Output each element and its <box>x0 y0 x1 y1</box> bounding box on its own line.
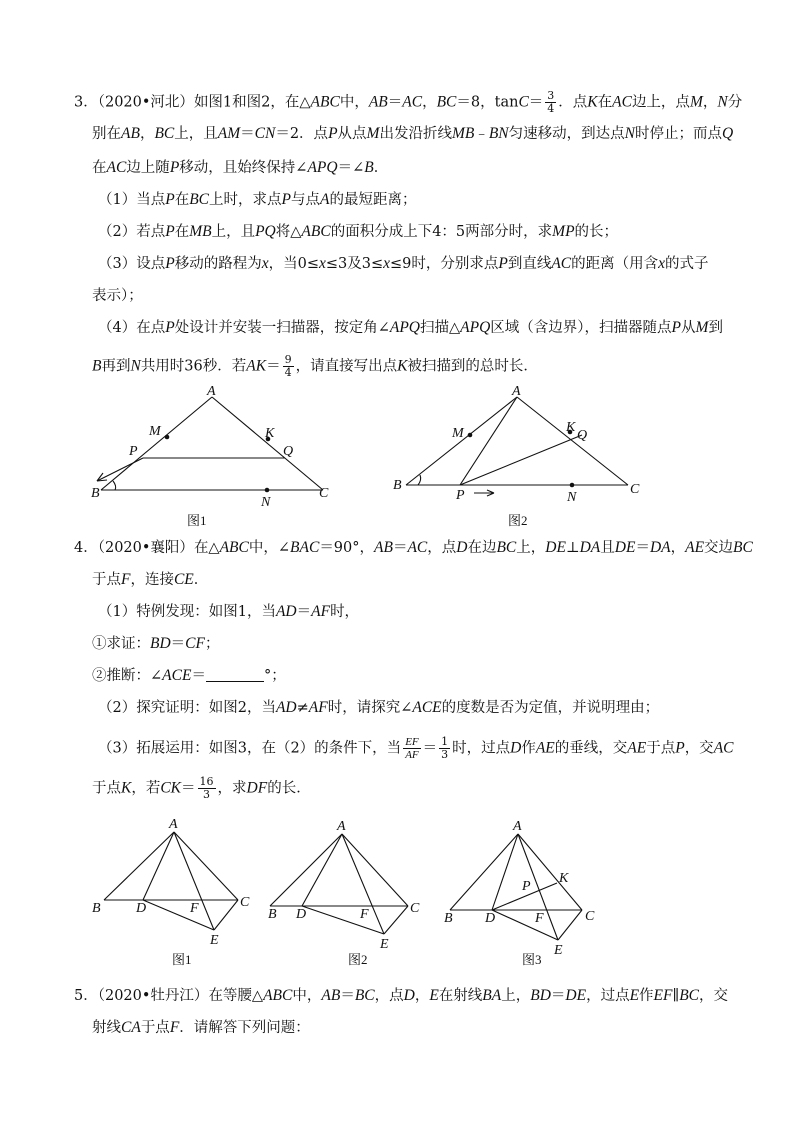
q4f1-caption: 图1 <box>172 952 192 967</box>
q4f1-label-b: B <box>92 901 101 916</box>
q3-part-3: （3）设点P移动的路程为x，当0≤x≤3及3≤x≤9时，分别求点P到直线AC的距离（用含x的式子 <box>98 255 709 272</box>
q4f1-label-d: D <box>136 901 147 916</box>
q4-part-3: （3）拓展运用：如图3，在（2）的条件下，当 $\frac{EF}{AF}$ ＝ $\frac{1}{3}$ 时，过点D作AE的垂线，交AE于点P，交AC <box>98 735 734 761</box>
fig1-label-m: M <box>149 424 161 439</box>
q3-part-4-cont: B再到N共用时36秒．若AK＝ $\frac{9}{4}$ ，请直接写出点K被扫描到的总时长． <box>92 353 538 379</box>
q3-line-3: 在AC边上随P移动，且始终保持∠APQ＝∠B． <box>92 159 389 176</box>
q4f2-label-a: A <box>337 819 346 834</box>
fig2-label-a: A <box>512 384 521 399</box>
fig2-label-p: P <box>456 488 465 503</box>
q4-part-3-cont: 于点K，若CK＝ $\frac{16}{3}$ ，求DF的长． <box>92 775 311 801</box>
q4-figure-2 <box>262 812 442 972</box>
q4f3-label-b: B <box>444 911 453 926</box>
q3-part-2: （2）若点P在MB上，且PQ将△ABC的面积分成上下4：5两部分时，求MP的长； <box>98 223 619 240</box>
q4f3-caption: 图3 <box>522 952 542 967</box>
q4f1-label-f: F <box>190 901 199 916</box>
q4f2-label-b: B <box>268 907 277 922</box>
fig1-label-k: K <box>265 426 275 441</box>
fig2-label-b: B <box>393 478 402 493</box>
fraction-16-3: $\frac{16}{3}$ <box>199 775 214 801</box>
q4f3-label-f: F <box>535 911 544 926</box>
answer-blank[interactable] <box>206 667 264 682</box>
q4-part-1: （1）特例发现：如图1，当AD＝AF时， <box>98 603 360 620</box>
fig1-label-n: N <box>261 495 271 510</box>
fraction-3-4: $\frac{3}{4}$ <box>547 89 555 115</box>
q3-figure-1 <box>85 385 345 530</box>
q4f3-label-d: D <box>485 911 496 926</box>
fig2-label-q: Q <box>577 428 588 443</box>
q4f1-label-a: A <box>169 817 178 832</box>
q4f2-label-e: E <box>380 937 389 952</box>
q3-line-2: 别在AB，BC上，且AM＝CN＝2．点P从点M出发沿折线MB﹣BN匀速移动，到达点N时停止；而点Q <box>92 125 734 142</box>
fig1-label-a: A <box>207 384 216 399</box>
fig2-label-n: N <box>567 490 577 505</box>
q3-part-3-cont: 表示）； <box>92 288 143 304</box>
fig2-label-k: K <box>566 420 576 435</box>
fraction-1-3: $\frac{1}{3}$ <box>441 735 449 761</box>
q3-part-4: （4）在点P处设计并安装一扫描器，按定角∠APQ扫描△APQ区域（含边界），扫描器随点P从M到 <box>98 319 723 336</box>
q4-figure-3 <box>440 812 620 972</box>
q3-line-1: 3．（2020•河北）如图1和图2，在△ABC中，AB＝AC，BC＝8，tanC＝ $\frac{3}{4}$ ．点K在AC边上，点M，N分 <box>74 89 743 115</box>
fig2-label-c: C <box>630 482 640 497</box>
q3-part-1: （1）当点P在BC上时，求点P与点A的最短距离； <box>98 191 417 208</box>
q4-line-1: 4．（2020•襄阳）在△ABC中，∠BAC＝90°，AB＝AC，点D在边BC上，DE⊥DA且DE＝DA，AE交边BC <box>74 539 753 556</box>
q4f2-label-d: D <box>296 907 307 922</box>
q4f2-caption: 图2 <box>348 952 368 967</box>
q4f3-label-a: A <box>513 819 522 834</box>
q4-sub-1: ①求证：BD＝CF； <box>92 635 220 652</box>
fig1-label-q: Q <box>283 444 294 459</box>
q3-figure-2 <box>390 385 650 530</box>
q4f3-label-k: K <box>559 871 569 886</box>
q4f2-label-f: F <box>360 907 369 922</box>
q4-line-2: 于点F，连接CE． <box>92 571 209 588</box>
q4f1-label-e: E <box>210 933 219 948</box>
q4-part-2: （2）探究证明：如图2，当AD≠AF时，请探究∠ACE的度数是否为定值，并说明理由； <box>98 699 660 716</box>
fraction-9-4: $\frac{9}{4}$ <box>284 353 292 379</box>
q4f3-label-c: C <box>585 909 595 924</box>
q4-figure-1 <box>88 812 268 972</box>
q4f1-label-c: C <box>240 895 250 910</box>
fig2-label-m: M <box>452 426 464 441</box>
fig2-caption: 图2 <box>508 513 528 528</box>
fig1-label-p: P <box>129 444 138 459</box>
q4-sub-2: ②推断：∠ACE＝ °； <box>92 667 286 684</box>
fig1-label-b: B <box>91 486 100 501</box>
fig1-label-c: C <box>319 486 329 501</box>
fig1-caption: 图1 <box>187 513 207 528</box>
q5-line-2: 射线CA于点F．请解答下列问题： <box>92 1019 310 1036</box>
q4f3-label-p: P <box>522 879 531 894</box>
q5-line-1: 5．（2020•牡丹江）在等腰△ABC中，AB＝BC，点D，E在射线BA上，BD＝DE，过点E作EF∥BC，交 <box>74 987 728 1004</box>
fraction-ef-af: $\frac{EF}{AF}$ <box>405 736 419 761</box>
q4f2-label-c: C <box>410 901 420 916</box>
q4f3-label-e: E <box>554 943 563 958</box>
